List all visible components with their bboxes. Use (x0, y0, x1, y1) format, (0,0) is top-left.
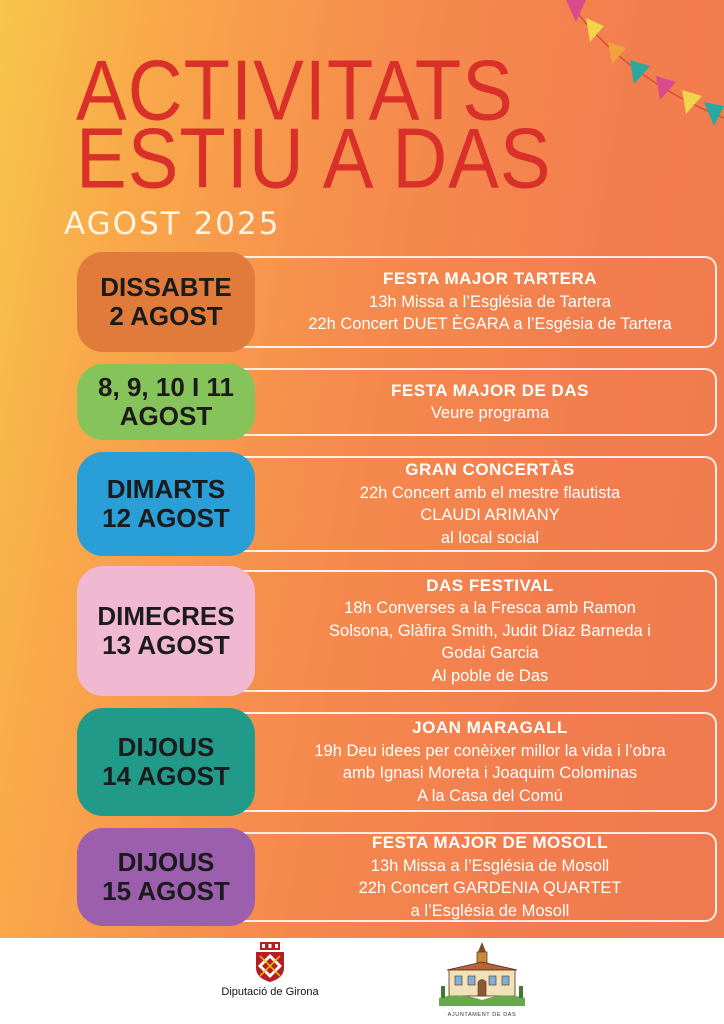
event-line: Godai Garcia (441, 644, 539, 663)
event-date-line2: 14 AGOST (102, 761, 230, 791)
event-date-box (77, 452, 255, 556)
diputacio-caption: Diputació de Girona (221, 986, 319, 998)
event-date-box (77, 252, 255, 352)
event-line: a l’Església de Mosoll (410, 901, 570, 920)
event-date-line1: 8, 9, 10 I 11 (98, 372, 234, 402)
event-details (267, 452, 713, 556)
poster-subtitle: AGOST 2025 (64, 206, 281, 242)
event-line: amb Ignasi Moreta i Joaquim Colominas (342, 764, 638, 782)
event-title: JOAN MARAGALL (412, 718, 568, 737)
event-details (267, 252, 713, 352)
event-line: Veure programa (430, 404, 550, 422)
event-date-line2: 15 AGOST (102, 876, 230, 906)
footer (0, 938, 724, 1024)
event-line: A la Casa del Comú (417, 786, 563, 805)
event-title: GRAN CONCERTÀS (405, 460, 575, 479)
diputacio-girona-logo (212, 942, 328, 1012)
event-line: Al poble de Das (431, 666, 549, 685)
event-line: al local social (440, 528, 540, 547)
event-date-line1: DIJOUS (117, 732, 215, 762)
event-date-line1: DIMARTS (106, 474, 226, 504)
event-date-line1: DISSABTE (100, 272, 232, 302)
event-line: 22h Concert amb el mestre flautista (359, 483, 621, 502)
event-line: 22h Concert GARDENIA QUARTET (358, 879, 622, 897)
ajuntament-caption: AJUNTAMENT DE DAS (447, 1012, 517, 1018)
event-line: 13h Missa a l’Església de Tartera (369, 292, 611, 311)
diputacio-crest-icon (252, 942, 288, 982)
event-title: FESTA MAJOR TARTERA (382, 269, 598, 289)
ajuntament-das-logo (436, 940, 528, 1020)
event-details (267, 566, 713, 696)
event-line: Solsona, Glàfira Smith, Judit Díaz Barneda i (329, 621, 651, 640)
event-title: DAS FESTIVAL (426, 575, 554, 595)
event-date-line2: 2 AGOST (109, 301, 223, 331)
event-date-box (77, 566, 255, 696)
event-date-line2: AGOST (119, 401, 213, 431)
event-date-box (77, 828, 255, 926)
event-title: FESTA MAJOR DE DAS (391, 380, 589, 400)
event-line: 18h Converses a la Fresca amb Ramon (344, 599, 636, 618)
event-line: 13h Missa a l’Església de Mosoll (370, 856, 610, 875)
event-date-line2: 13 AGOST (102, 630, 230, 660)
event-details (267, 828, 713, 926)
poster-title-line2: ESTIU A DAS (76, 111, 552, 207)
event-line: CLAUDI ARIMANY (420, 506, 560, 524)
event-row (77, 452, 717, 556)
event-row (77, 364, 717, 440)
event-line: 22h Concert DUET ÈGARA a l’Esgésia de Tartera (308, 315, 672, 334)
event-date-box (77, 708, 255, 816)
poster-title-line1: ACTIVITATS (76, 43, 514, 139)
event-date-box (77, 364, 255, 440)
event-date-line1: DIMECRES (97, 601, 235, 631)
event-row (77, 828, 717, 926)
event-details (267, 364, 713, 440)
event-row (77, 708, 717, 816)
event-details (267, 708, 713, 816)
event-date-line1: DIJOUS (117, 847, 215, 877)
event-title: FESTA MAJOR DE MOSOLL (371, 833, 609, 852)
event-row (77, 566, 717, 696)
town-hall-drawing-icon (439, 940, 525, 1006)
event-row (77, 252, 717, 352)
event-line: 19h Deu idees per conèixer millor la vida i l’obra (314, 741, 666, 760)
event-date-line2: 12 AGOST (102, 503, 230, 533)
bunting-decoration (564, 0, 724, 150)
